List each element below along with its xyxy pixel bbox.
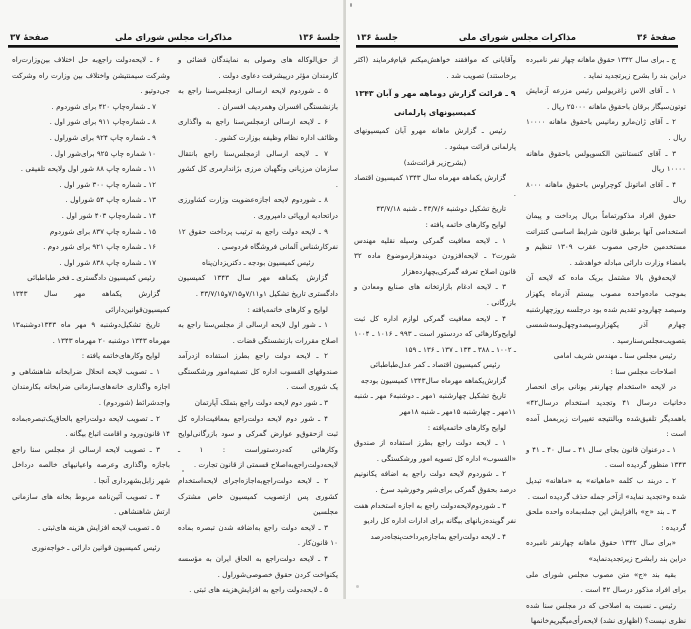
paragraph: ۱۲ ـ شماره چاپ ۳۰۰ شور اول .	[59, 179, 156, 189]
paragraph: ۶ ـ لایحه‌دولت راجع‌به حل اختلاف بین‌وزارت‌راه وشرکت سیمنتیشن واختلاف بین وزارت راه وشرکت جی‌دوتیو .	[12, 55, 170, 96]
paragraph: ۱۰ شماره چاپ ۹۲۵ برای‌شور اول .	[50, 148, 156, 158]
paragraph: رئیس مجلس سنا ـ مهندس شریف امامی	[553, 351, 676, 361]
paragraph: رئیس کمیسیون دادگستری ـ فخر طباطبائی	[27, 273, 155, 283]
paragraph: ۲ ـ آقای ژان‌مارو رمانیس باحقوق ماهانه ۱۰۰۰۰ ریال .	[526, 117, 686, 142]
paragraph: ۱ ـ لایحه معافیت گمرکی وسیله نقلیه مهندس شورت۲ ـ لایحه‌افزودن دوبندهزارموضوع ماده ۳۲ قانون اصلاح تعرفه گمرکی‌بچهارده‌هزار	[354, 235, 516, 276]
right-page-right-column	[526, 52, 686, 629]
paragraph: ۳ ـ بند «ج» باافزایش این جمله‌بماده واحده ملحق گردیده :	[526, 507, 686, 532]
paragraph: ۹ ـ شماره چاپ ۹۲۴ برای شوراول .	[49, 132, 156, 142]
paragraph: ۵ ـ لایحه‌دولت راجع به افزایش‌هزینه های ثبتی .	[189, 585, 328, 595]
paragraph: گزارش‌یکماهه مهرماه سال۱۳۴۳ کمیسیون بودجه	[360, 375, 506, 385]
paragraph: ۳ ـ آقای کنستانتین الکسوپولس باحقوق ماهانه ۱۰۰۰۰ ریال	[526, 148, 686, 174]
paragraph: ۴ ـ لایحه معافیت گمرکی لوازم اداره کل ثبت لوایح‌وکارهائی که دردستور است ـ ۹۹۳ ـ ۱۰۱۶ ـ ۱۰۰۴ ـ ۱۰۰۲ ـ ۳۸۸ ـ ۱۳۴ ـ ۱۳۷ ـ ۱۳۶ ـ ۱۵۹	[354, 313, 516, 354]
paragraph: تاریخ تشکیل چهارشنبه ۱مهر ـ دوشنبه۶ مهر ـ شنبه ۱۱مهر ـ چهارشنبه ۱۵مهر ـ شنبه ۱۸مهر	[354, 391, 516, 417]
paragraph: ۳ ـ تصویب لایحه ارسالی از مجلس سنا راجع باجازه واگذاری وعرصه واعیانیهای خالصه درداخل شهر زابل‌بشهرداری آنجا .	[12, 444, 170, 486]
paragraph: ۱ ـ شور اول لایحه ارسالی از مجلس‌سنا راجع به اصلاح مقررات بازنشستگی قضات .	[178, 320, 338, 345]
paragraph: ۲ ـ دربند ب کلمه «ماهیانه» به «ماهانه» تبدیل شده و«تجدید نماید» ازآخر جمله حذف گردیده است .	[526, 476, 686, 501]
paragraph: لوایح وکارهای خاتمه یافته :	[425, 219, 506, 229]
paragraph: ۵ ـ شوردوم لایحه ارسالی ازمجلس‌سنا راجع به بازنشستگی افسران وهمردیف افسران .	[178, 86, 338, 111]
paragraph: ۱۳ ـ شماره چاپ ۵۴ شوراول .	[65, 195, 156, 205]
paragraph: ۴ ـ لایحه دولت‌راجع بماجازه‌پرداخت‌پنجاه‌درصد	[370, 531, 506, 541]
paragraph: ۱۶ ـ شماره چاپ ۹۲۱ برای شور دوم .	[43, 242, 156, 252]
paragraph: ۲ ـ تصویب لایحه دولت‌راجع بالحاق‌یک‌تبصره‌بماده ۱۴ قانون‌ورود و اقامت اتباع بیگانه .	[12, 413, 170, 439]
paragraph: تاریخ تشکیل‌دوشنبه ۹ مهر ماه ۱۳۴۳دوشنبه‌۱۳ مهرماه ۱۳۴۳ دوشنبه ۲۰ مهرماه ۱۳۴۳ .	[12, 320, 170, 345]
paragraph: ۱۷ ـ شماره چاپ ۸۳۸ شور اول .	[59, 257, 156, 267]
page-number: صفحهٔ ۳۷	[10, 33, 49, 43]
paragraph: وآقایانی که موافقند خواهش‌میکنم قیام‌فرمایند (اکثر برخاستند) تصویب شد .	[354, 55, 516, 80]
paragraph: از حق‌الوکاله های وصولی به نمایندگان قضائی و کارمندان مؤثر درپیشرفت دعاوی دولت .	[178, 55, 338, 80]
paragraph: حقوق افراد مذکورتماماً بریال پرداخت و پیمان استخدامی آنها برطبق قانون شرایط اساسی کنتراتت مستخدمین خارجی مصوب عقرب ۱۳۰۹ تنظیم و بامضاء وزارت دارائی مبادله خواهدشد .	[526, 210, 687, 267]
paragraph: ۴ ـ لایحه دولت‌راجع به الحاق ایران به مؤسسه یکنواخت کردن حقوق خصوصی‌شوراول .	[178, 554, 338, 579]
session-number: جلسهٔ ۱۳۶	[298, 33, 340, 43]
paragraph: کمیسیونهای پارلمانی	[393, 107, 477, 117]
journal-title: مذاکرات مجلس شورای ملی	[458, 33, 577, 43]
paragraph: ۳ ـ شوردوم‌لایحه‌دولت راجع به اجازه استخدام هفت نفر گوینده‌زبانهای بیگانه برای ادارات اداره‌ کل رادیو	[354, 500, 516, 526]
paragraph: ۲ ـ لایحه دولت‌راجع‌به‌اجازه‌اجرای لایحه‌استخدام کشوری پس ازتصویب کمیسیون خاص مشترک مجلسین	[178, 476, 338, 517]
page-number: صفحهٔ ۳۶	[637, 33, 676, 43]
right-page-left-column	[354, 52, 516, 544]
page-37	[0, 0, 345, 599]
paragraph: در لایحه «استخدام چهارنفر یونانی برای انحصار دخانیات درسال ۴۱ وتجدید استخدام درسال۴۲» باهمدیگر تلفیق‌شده وبالنتیجه تغییرات زیربعمل آمده است :	[526, 382, 686, 439]
paragraph: ۱ ـ آقای الاس زاغریولس رئیس مزرعه آزمایش توتون‌سیگار برقان باحقوق ماهانه ۲۵۰۰۰ ریال .	[526, 86, 686, 111]
paragraph: ۱۴ ـ شماره‌چاپ ۴۰۳ شور اول .	[61, 210, 156, 220]
paragraph: ۱۱ ـ شماره چاپ ۸۸ شور اول ولایحه تلفیقی .	[20, 164, 156, 174]
paragraph: لوایح و کارهای خاتمه‌یافته :	[247, 304, 328, 314]
paragraph: ۳ ـ شور دوم لایحه دولت راجع بتملک آپارتمان	[194, 398, 328, 408]
paragraph: ۳ ـ لایحه ادغام بازارتخانه های صنایع ومعادن و بازرگانی .	[354, 282, 516, 307]
session-number: جلسهٔ ۱۳۶	[356, 33, 398, 43]
paragraph: لایحه‌فوق بالا مشتمل بریک ماده که لایحه آن بموجب ماده‌واحده مصوب بیستم آذرماه یکهزار وسیصد چهارودو تقدیم شده بود درجلسه روزچهارشنبه چهارم آذر یکهزاروسیصدوچهل‌وسه‌شمسی بتصویب‌مجلس‌سنارسید .	[526, 273, 686, 345]
paragraph: رئیس کمیسیون اقتصاد ـ کمر عدل‌طباطبائی	[370, 360, 500, 370]
paragraph: رئیس کمیسیون بودجه ـ دکتریزدان‌پناه	[202, 257, 314, 267]
paragraph: گزارش یکماهه مهر سال ۱۳۴۳ کمیسیون‌قوانین‌دارائی	[12, 288, 170, 314]
paragraph: ۶ ـ لایحه ارسالی ازمجلس‌سنا راجع به واگذاری وظائف اداره نظام وظیفه بوزارت کشور .	[178, 117, 338, 142]
page-36	[346, 0, 691, 626]
paragraph: ۹ ـ قرائت گزارش دوماهه مهر و آبان ۱۳۴۳	[354, 89, 516, 99]
paragraph: رئیس ـ نسبت به اصلاحی که در مجلس سنا شده نظری نیست؟ (اظهاری نشد) لایحه‌رأی‌میگیریم‌خانمها	[526, 600, 686, 626]
paragraph: ۴ ـ آقای اماتونل کوچراوس باحقوق ماهانه ۸۰۰۰ ریال	[526, 179, 686, 205]
paragraph: ۸ ـ شوردوم لایحه اجازه‌عضویت وزارت کشاورزی دراتحادیه اروپائی دامپروری .	[178, 195, 338, 220]
paragraph: گزارش یکماهه مهر سال ۱۳۴۳ کمیسیون دادگستری تاریخ تشکیل ۱و۷/۱۱و۷/۱۵و۴۳/۷/۱۵ .	[178, 273, 338, 298]
paragraph: ۱ ـ درعنوان قانون بجای سال ۴۱ ـ سال ۴۰ ـ ۴۱ و ۱۳۴۳ منظور گردیده است .	[526, 444, 686, 470]
left-page-left-column	[12, 52, 170, 556]
paragraph: ۸ ـ شماره‌چاپ ۹۱۱ برای شور اول .	[49, 117, 156, 127]
header-rule	[8, 45, 340, 48]
running-head-left-page	[10, 29, 340, 43]
left-page-right-column	[178, 52, 338, 598]
paragraph: اصلاحات مجلس سنا :	[610, 366, 676, 376]
paragraph: لوایح وکارهای‌خاتمه یافته :	[81, 351, 160, 361]
scan-speck	[350, 3, 352, 7]
paragraph: ۲ ـ لایحه دولت راجع بطرز استفاده ازدرآمد صندوقهای القسوب اداره کل تصفیه‌امور ورشکستگی یک شوری است .	[178, 351, 338, 392]
running-head-right-page	[356, 29, 676, 43]
paragraph: رئیس کمیسیون قوانین دارائی ـ خواجه‌نوری	[31, 543, 160, 553]
paragraph: گزارش یکماهه مهرماه سال ۱۳۴۳ کمیسیون اقتصاد .	[354, 173, 516, 198]
paragraph: ۷ ـ لایحه ارسالی ازمجلس‌سنا راجع بانتقال سازمان مرزبانی ونگهبان مرزی بژاندارمری کل کشور .	[178, 148, 338, 189]
paragraph: ۹ ـ لایحه دولت راجع به ترتیب پرداخت حقوق ۱۲ نفرکارشناس آلمانی فروشگاه فردوسی .	[178, 226, 338, 252]
paragraph: ۴ ـ تصویب آئین‌نامه مربوط بخانه های سازمانی ارتش شاهنشاهی .	[12, 491, 170, 517]
paragraph: ۱ ـ تصویب لایحه انحلال ضرابخانه شاهنشاهی و اجازه واگذاری خانه‌های‌سازمانی ضرابخانه بکارمندان واجدشرائط (شوردوم) .	[12, 366, 170, 408]
paragraph: ۱۵ ـ شماره چاپ ۸۳۷ برای شوردوم	[49, 226, 156, 236]
paragraph: ۲ ـ شوردوم لایحه دولت راجع به اضافه یکانونیم درصد بحقوق گمرکی برای‌شیر وخورشید سرخ .	[354, 469, 516, 495]
paragraph: (بشرح‌زیر قرائت‌شد)	[403, 157, 467, 167]
paragraph: ۷ ـ شماره‌چاپ ۴۲۰ برای شوردوم .	[51, 101, 156, 111]
paragraph: تاریخ تشکیل دوشنبه ۴۳/۷/۶ ـ شنبه ۴۳/۷/۱۸	[376, 204, 506, 214]
paragraph: رئیس ـ گزارش ماهانه مهرو آبان کمیسیونهای پارلمانی قرائت میشود .	[354, 126, 516, 151]
journal-title: مذاکرات مجلس شورای ملی	[114, 33, 233, 43]
paragraph: «برای سال ۱۳۴۲ حقوق ماهانه چهارنفر نامبرده دراین بند رابشرح زیرتجدیدنماید»	[526, 538, 686, 563]
paragraph: ۱ ـ لایحه دولت راجع بطرز استفاده از صندوق «القسوب» اداره کل تسویه امور ورشکستگی .	[354, 438, 516, 463]
header-rule	[356, 45, 678, 48]
scan-speck	[356, 585, 359, 588]
paragraph: ۳ ـ لایحه دولت راجع به‌اضافه شدن تبصره بماده ۱۰ قانون‌کار .	[178, 522, 338, 548]
scan-speck	[182, 470, 184, 472]
paragraph: ۴ ـ شور دوم لایحه دولت‌راجع بمعافیت‌اداره کل ثبت ازحقوق‌و عوارض گمرکی و سود بازرگانی‌لوایح وکارهائی که‌دردستوراست : ۱ ـ لایحه‌دولت‌راجع‌به‌اصلاح قسمتی از قانون تجارت .	[178, 413, 339, 470]
paragraph: بقیه بند «ج» متن مصوب مجلس شورای ملی برای افراد مذکور درسال ۴۲ است .	[526, 569, 686, 595]
paragraph: ج ـ برای سال ۱۳۴۲ حقوق ماهانه چهار نفر نامبرده دراین بند را بشرح زیرتجدید نماید .	[526, 55, 686, 80]
paragraph: ۵ ـ تصویب لایحه افزایش هزینه های‌ثبتی .	[37, 522, 160, 532]
paragraph: لوایح وکارهای خاتمه‌یافته :	[427, 422, 506, 432]
